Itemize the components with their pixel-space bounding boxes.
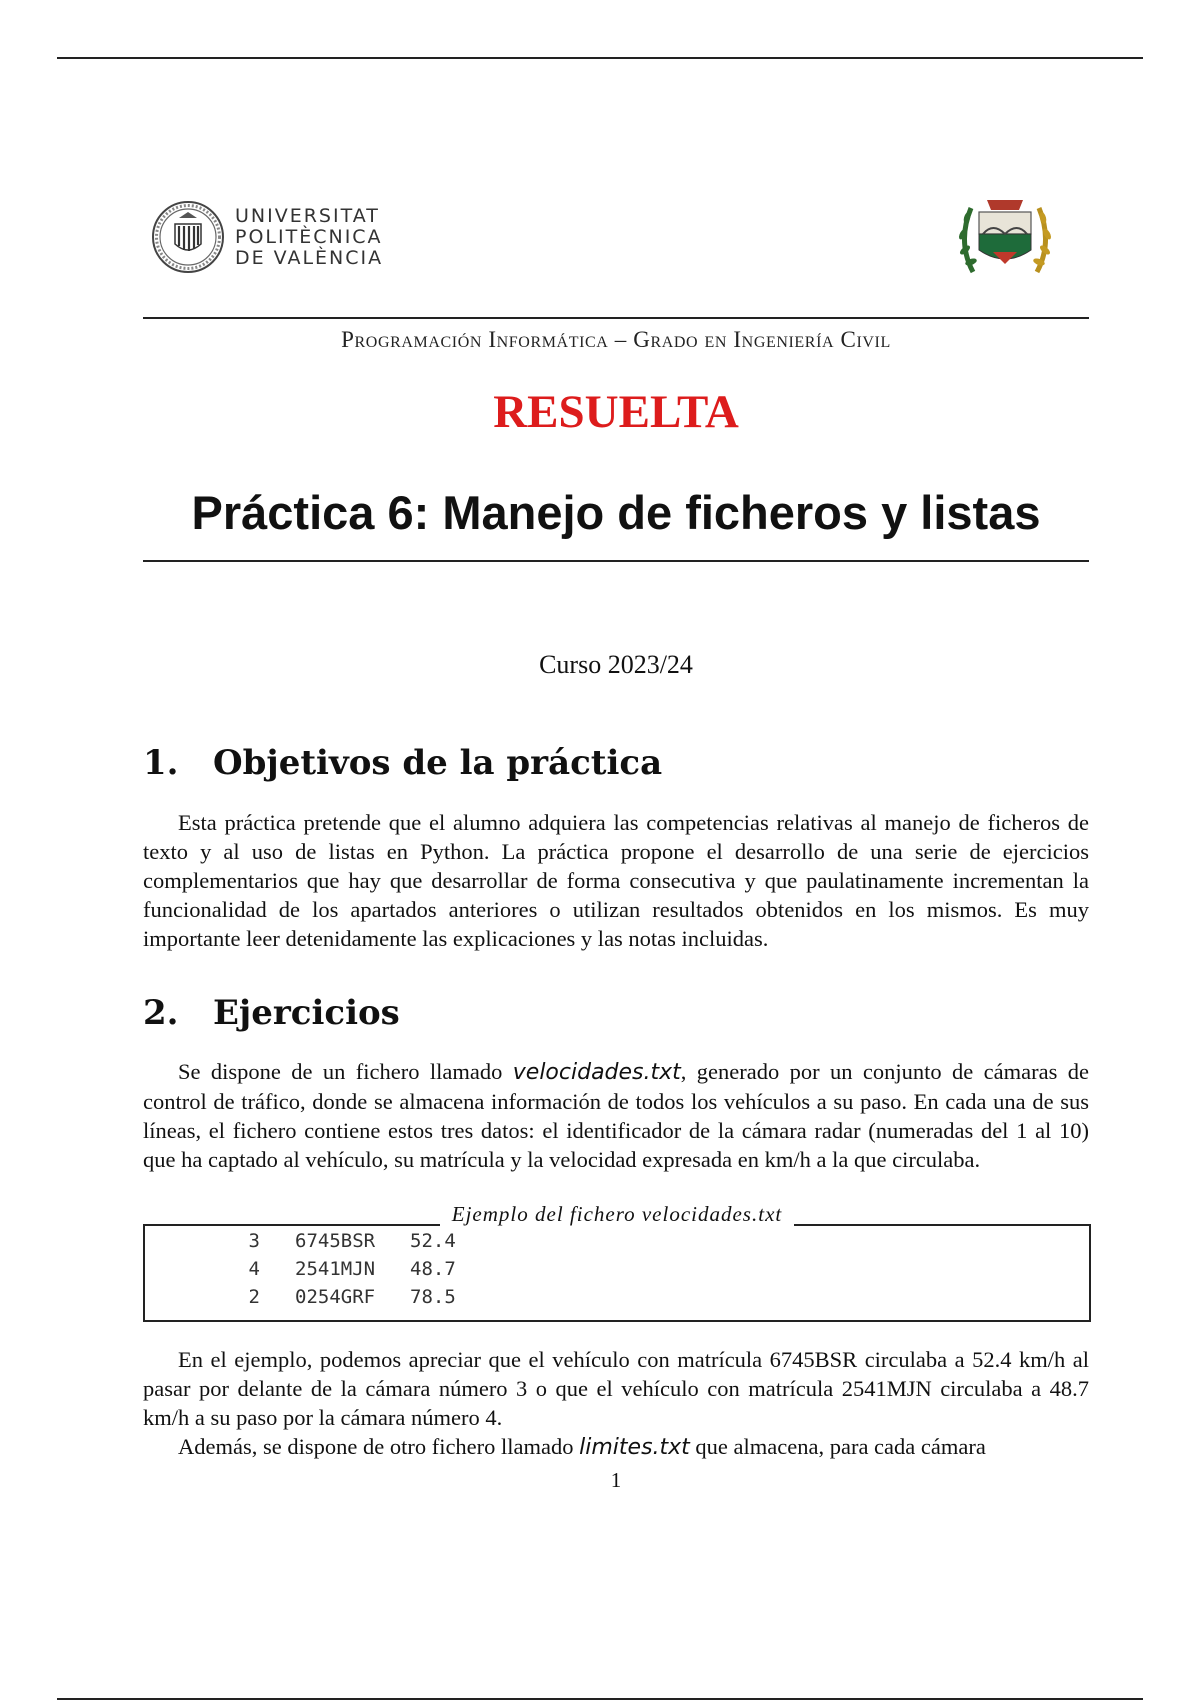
example-line xyxy=(145,1258,456,1280)
section-heading-ejercicios xyxy=(143,993,400,1033)
resolved-stamp-title: RESUELTA xyxy=(493,386,739,438)
university-name-line-3: DE VALÈNCIA xyxy=(235,246,384,269)
document-title: Práctica 6: Manejo de ficheros y listas xyxy=(191,486,1041,539)
section-heading-objetivos xyxy=(143,743,662,783)
university-name xyxy=(235,206,383,269)
continuation-text-after: que almacena, para cada cámara xyxy=(689,1434,986,1459)
intro-text-after: , generado por un conjunto de cámaras de control de tráfico, donde se almacena información de todos los vehículos a su paso. En cada una de sus líneas, el fichero contiene estos tres datos: el identificador de la cámara radar (numeradas del 1 al 10) que ha captado al vehículo, su matrícula y la velocidad expresada en km/h a la que circulaba. xyxy=(143,1059,1089,1172)
objectives-paragraph: Esta práctica pretende que el alumno adquiera las competencias relativas al manejo de ficheros de texto y al uso de listas en Python. La práctica propone el desarrollo de una serie de ejercicios complementarios que hay que desarrollar de forma consecutiva y que paulatinamente incrementan la funcionalidad de los apartados anteriores o utilizan resultados obtenidos en los mismos. Es muy importante leer detenidamente las explicaciones y las notas incluidas. xyxy=(143,810,1089,951)
example-explanation-paragraph: En el ejemplo, podemos apreciar que el vehículo con matrícula 6745BSR circulaba a 52.4 km/h al pasar por delante de la cámara número 3 o que el vehículo con matrícula 2541MJN circulaba a 48.7 km/h a su paso por la cámara número 4. xyxy=(143,1347,1089,1430)
exercises-intro-paragraph xyxy=(143,1057,1089,1174)
filename-limites: limites.txt xyxy=(579,1435,690,1460)
section-title: Objetivos de la práctica xyxy=(213,743,663,783)
title-bottom-rule xyxy=(143,560,1089,562)
example-caption xyxy=(145,1202,1089,1227)
school-seal-logo xyxy=(953,190,1057,291)
license-plate: 2541MJN xyxy=(295,1258,376,1280)
bridge-laurel-icon xyxy=(953,190,1057,286)
continuation-text-before: Además, se dispone de otro fichero llamado xyxy=(178,1434,580,1459)
speed-value: 78.5 xyxy=(410,1286,456,1308)
university-name-line-1: UNIVERSITAT xyxy=(235,204,380,227)
intro-text-before: Se dispone de un fichero llamado xyxy=(178,1059,513,1084)
top-page-rule xyxy=(57,57,1143,59)
example-caption-text: Ejemplo del fichero velocidades.txt xyxy=(440,1202,794,1226)
speed-value: 48.7 xyxy=(410,1258,456,1280)
title-top-rule xyxy=(143,317,1089,319)
camera-id: 2 xyxy=(248,1286,260,1308)
license-plate: 0254GRF xyxy=(295,1286,376,1308)
section-number: 1. xyxy=(143,743,179,783)
license-plate: 6745BSR xyxy=(295,1230,376,1252)
camera-id: 3 xyxy=(248,1230,260,1252)
course-subtitle: Programación Informática – Grado en Ingeniería Civil xyxy=(341,327,891,352)
section-title: Ejercicios xyxy=(213,993,400,1033)
page-number: 1 xyxy=(610,1468,622,1492)
example-file-box xyxy=(143,1202,1091,1322)
example-line xyxy=(145,1230,456,1252)
camera-id: 4 xyxy=(248,1258,260,1280)
speed-value: 52.4 xyxy=(410,1230,456,1252)
continuation-paragraph xyxy=(143,1432,1089,1462)
filename-velocidades: velocidades.txt xyxy=(512,1060,681,1085)
academic-year: Curso 2023/24 xyxy=(539,650,693,679)
example-line xyxy=(145,1286,456,1308)
university-name-line-2: POLITÈCNICA xyxy=(235,225,383,248)
upv-logo xyxy=(151,200,383,274)
upv-seal-icon xyxy=(151,200,225,274)
section-number: 2. xyxy=(143,993,179,1033)
